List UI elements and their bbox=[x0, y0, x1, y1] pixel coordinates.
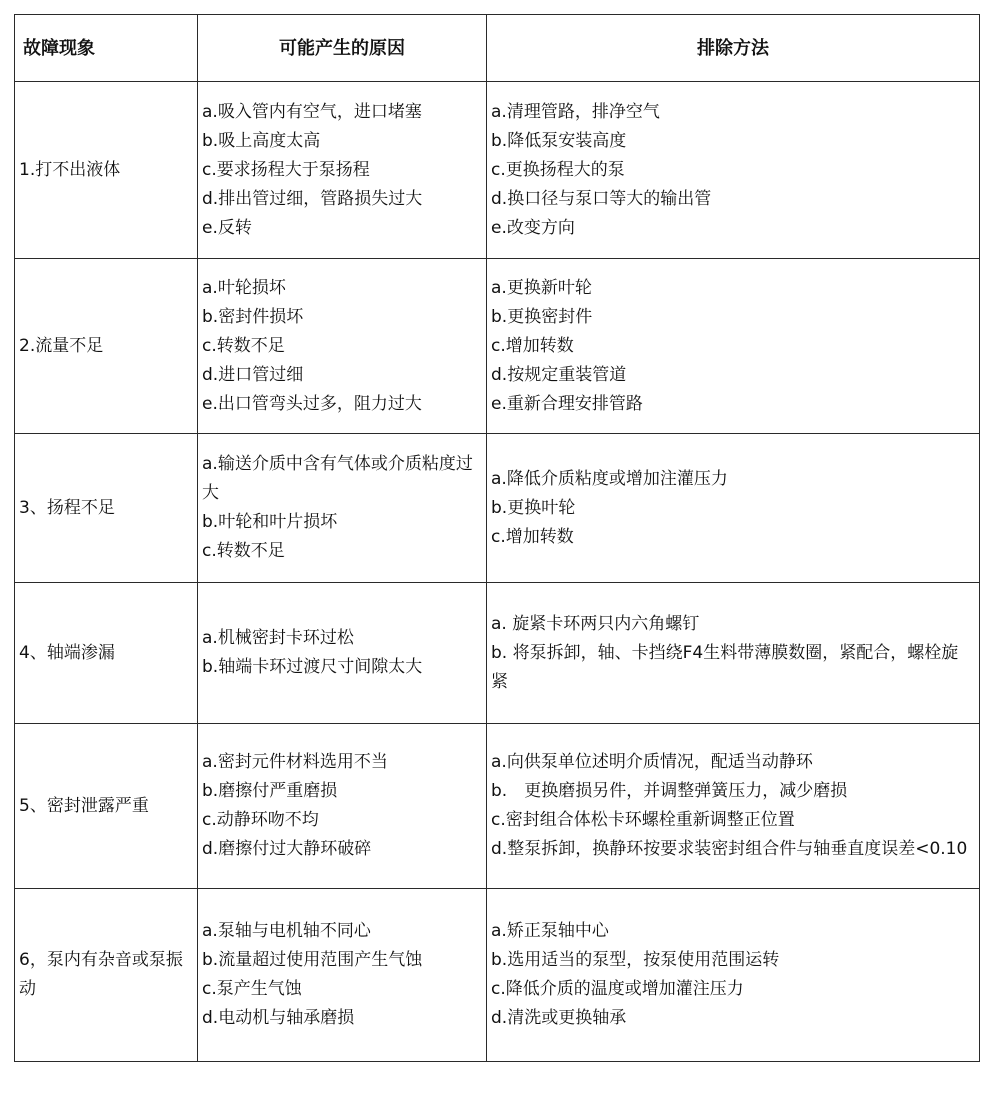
remedy-cell bbox=[487, 434, 980, 583]
remedy-item: c.密封组合体松卡环螺栓重新调整正位置 bbox=[491, 810, 795, 830]
cause-cell bbox=[198, 583, 487, 724]
cause-cell bbox=[198, 82, 487, 259]
cause-item: a.机械密封卡环过松 bbox=[202, 628, 354, 648]
cause-item: b.密封件损坏 bbox=[202, 306, 304, 327]
cause-cell bbox=[198, 434, 487, 583]
remedy-item: e.改变方向 bbox=[491, 217, 575, 238]
remedy-item: d.按规定重装管道 bbox=[491, 364, 627, 385]
remedy-item: a.降低介质粘度或增加注灌压力 bbox=[491, 468, 728, 489]
table-row bbox=[15, 259, 980, 434]
remedy-cell bbox=[487, 583, 980, 724]
remedy-item: b.选用适当的泵型，按泵使用范围运转 bbox=[491, 950, 780, 970]
cause-item: b.叶轮和叶片损坏 bbox=[202, 512, 338, 532]
cause-item: b.轴端卡环过渡尺寸间隙太大 bbox=[202, 657, 423, 677]
cause-item: b.吸上高度太高 bbox=[202, 130, 321, 151]
symptom-cell: 6，泵内有杂音或泵振动 bbox=[15, 889, 198, 1062]
cause-item: c.转数不足 bbox=[202, 335, 285, 356]
cause-item: b.磨擦付严重磨损 bbox=[202, 781, 338, 801]
cause-cell bbox=[198, 724, 487, 889]
table-row bbox=[15, 889, 980, 1062]
symptom-cell: 4、轴端渗漏 bbox=[15, 583, 198, 724]
remedy-cell bbox=[487, 889, 980, 1062]
cause-cell bbox=[198, 889, 487, 1062]
cause-item: c.转数不足 bbox=[202, 541, 285, 561]
remedy-item: a.清理管路，排净空气 bbox=[491, 101, 660, 122]
cause-item: e.出口管弯头过多，阻力过大 bbox=[202, 393, 422, 414]
cause-item: a.吸入管内有空气，进口堵塞 bbox=[202, 101, 422, 122]
cause-item: a.泵轴与电机轴不同心 bbox=[202, 921, 371, 941]
remedy-item: b. 将泵拆卸，轴、卡挡绕F4生料带薄膜数圈，紧配合，螺栓旋紧 bbox=[491, 642, 959, 692]
remedy-item: c.更换扬程大的泵 bbox=[491, 159, 625, 180]
remedy-item: a.更换新叶轮 bbox=[491, 277, 592, 298]
symptom-cell: 2.流量不足 bbox=[15, 259, 198, 434]
cause-item: d.排出管过细，管路损失过大 bbox=[202, 188, 423, 209]
remedy-item: b. 更换磨损另件，并调整弹簧压力，减少磨损 bbox=[491, 781, 848, 801]
remedy-item: d.换口径与泵口等大的输出管 bbox=[491, 188, 712, 209]
remedy-item: b.降低泵安装高度 bbox=[491, 130, 627, 151]
cause-cell bbox=[198, 259, 487, 434]
cause-item: a.密封元件材料选用不当 bbox=[202, 752, 388, 772]
symptom-cell: 5、密封泄露严重 bbox=[15, 724, 198, 889]
remedy-cell bbox=[487, 724, 980, 889]
cause-item: e.反转 bbox=[202, 217, 252, 238]
remedy-item: c.增加转数 bbox=[491, 526, 574, 547]
remedy-item: a.向供泵单位述明介质情况，配适当动静环 bbox=[491, 752, 813, 772]
remedy-item: c.增加转数 bbox=[491, 335, 574, 356]
remedy-item: c.降低介质的温度或增加灌注压力 bbox=[491, 979, 744, 999]
remedy-cell bbox=[487, 82, 980, 259]
remedy-item: d.整泵拆卸，换静环按要求装密封组合件与轴垂直度误差<0.10 bbox=[491, 839, 968, 859]
cause-item: d.磨擦付过大静环破碎 bbox=[202, 839, 372, 859]
table-row bbox=[15, 724, 980, 889]
cause-item: c.泵产生气蚀 bbox=[202, 979, 302, 999]
cause-item: c.动静环吻不均 bbox=[202, 810, 319, 830]
remedy-item: a. 旋紧卡环两只内六角螺钉 bbox=[491, 613, 700, 634]
header-remedy: 排除方法 bbox=[487, 15, 980, 82]
symptom-cell: 1.打不出液体 bbox=[15, 82, 198, 259]
remedy-cell bbox=[487, 259, 980, 434]
cause-item: d.进口管过细 bbox=[202, 364, 304, 385]
header-cause: 可能产生的原因 bbox=[198, 15, 487, 82]
cause-item: a.输送介质中含有气体或介质粘度过大 bbox=[202, 454, 473, 503]
table-row bbox=[15, 583, 980, 724]
remedy-item: b.更换密封件 bbox=[491, 306, 593, 327]
cause-item: b.流量超过使用范围产生气蚀 bbox=[202, 950, 423, 970]
cause-item: d.电动机与轴承磨损 bbox=[202, 1008, 355, 1028]
remedy-item: e.重新合理安排管路 bbox=[491, 393, 643, 414]
cause-item: c.要求扬程大于泵扬程 bbox=[202, 159, 370, 180]
pump-fault-table bbox=[14, 14, 980, 1062]
remedy-item: a.矫正泵轴中心 bbox=[491, 921, 609, 941]
header-row bbox=[15, 15, 980, 82]
header-symptom: 故障现象 bbox=[15, 15, 198, 82]
table-row bbox=[15, 82, 980, 259]
cause-item: a.叶轮损坏 bbox=[202, 277, 286, 298]
table-row bbox=[15, 434, 980, 583]
symptom-cell: 3、扬程不足 bbox=[15, 434, 198, 583]
remedy-item: b.更换叶轮 bbox=[491, 497, 576, 518]
remedy-item: d.清洗或更换轴承 bbox=[491, 1008, 627, 1028]
